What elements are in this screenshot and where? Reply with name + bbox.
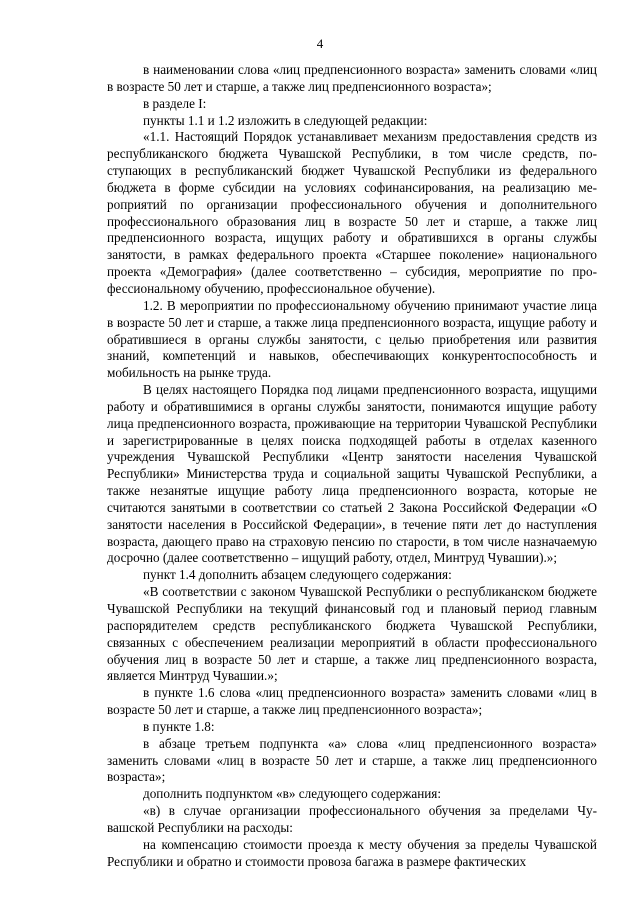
paragraph-1: в наименовании слова «лиц предпенсионного возраста» заменить словами «лиц в возрасте 50 лет и старше, а также лиц предпенсионного возраста»; bbox=[107, 62, 597, 94]
paragraph-8: «В соответствии с законом Чувашской Республики о республиканском бюджете Чувашской Республики на текущий финансовый год и плановый период главным распорядителем средств республиканского бюджета Чувашской Республики, связанных с обеспечением реализации мероприятий в области профессионального обучения лиц в возрасте 50 лет и старше, а также лиц предпенсионного возраста, является Минтруд Чувашии.»; bbox=[107, 584, 597, 684]
paragraph-13: «в) в случае организации профессионального обучения за пределами Чувашской Республики на расходы: bbox=[107, 803, 597, 835]
paragraph-10: в пункте 1.8: bbox=[143, 718, 215, 734]
paragraph-11: в абзаце третьем подпункта «а» слова «лиц предпенсионного возраста» заменить словами «лиц в возрасте 50 лет и старше, а также лиц предпенсионного возраста»; bbox=[107, 735, 597, 785]
paragraph-9: в пункте 1.6 слова «лиц предпенсионного возраста» заменить словами «лиц в возрасте 50 лет и старше, а также лиц предпенсионного возраста»; bbox=[107, 685, 597, 718]
paragraph-14: на компенсацию стоимости проезда к месту обучения за пределы Чувашской Республики и обратно и стоимости провоза багажа в размере фактических bbox=[107, 836, 597, 869]
document-body bbox=[107, 62, 597, 871]
page-number: 4 bbox=[316, 36, 324, 51]
paragraph-5: 1.2. В мероприятии по профессиональному обучению принимают участие лица в возрасте 50 лет и старше, а также лица предпенсионного возраста, ищущие работу и обратившиеся в органы службы занятости, с целью приобретения или развития знаний, компетенций и навыков, обеспечивающих конкурентоспособность и мобильность на рынке труда. bbox=[107, 297, 597, 381]
paragraph-6: В целях настоящего Порядка под лицами предпенсионного возраста, ищущими работу и обратившимися в органы службы занятости, понимаются ищущие работу лица предпенсионного возраста, проживающие на территории Чувашской Республики и зарегистрированные в целях поиска подходящей работы в отделах казенного учреждения Чувашской Республики «Центр занятости населения Чувашской Республики» Министерства труда и социальной защиты Чувашской Республики, а также незанятые ищущие работу лица предпенсионного возраста, которые не считаются занятыми в соответствии со статьей 2 Закона Российской Федерации «О занятости населения в Российской Федерации», в течение пяти лет до наступления возраста, дающего право на страховую пенсию по старости, в том числе назначаемую досрочно (далее соответственно – ищущий работу, отдел, Минтруд Чувашии).»; bbox=[107, 382, 597, 566]
paragraph-7: пункт 1.4 дополнить абзацем следующего содержания: bbox=[143, 567, 452, 583]
paragraph-2: в разделе I: bbox=[143, 95, 207, 111]
paragraph-12: дополнить подпунктом «в» следующего содержания: bbox=[143, 786, 442, 802]
paragraph-3: пункты 1.1 и 1.2 изложить в следующей редакции: bbox=[143, 112, 428, 128]
paragraph-4: «1.1. Настоящий Порядок устанавливает механизм предоставления средств из республиканского бюджета Чувашской Республики, в том числе средств, поступающих в республиканский бюджет Чувашской Республики из федерального бюджета в форме субсидии на условиях софинансирования, на реализацию мероприятий по организации профессионального обучения и дополнительного профессионального образования лиц в возрасте 50 лет и старше, а также лиц предпенсионного возраста, ищущих работу и обратившихся в органы службы занятости, в рамках федерального проекта «Старшее поколение» национального проекта «Демография» (далее соответственно – субсидия, мероприятие по профессиональному обучению, профессиональное обучение). bbox=[107, 129, 597, 296]
